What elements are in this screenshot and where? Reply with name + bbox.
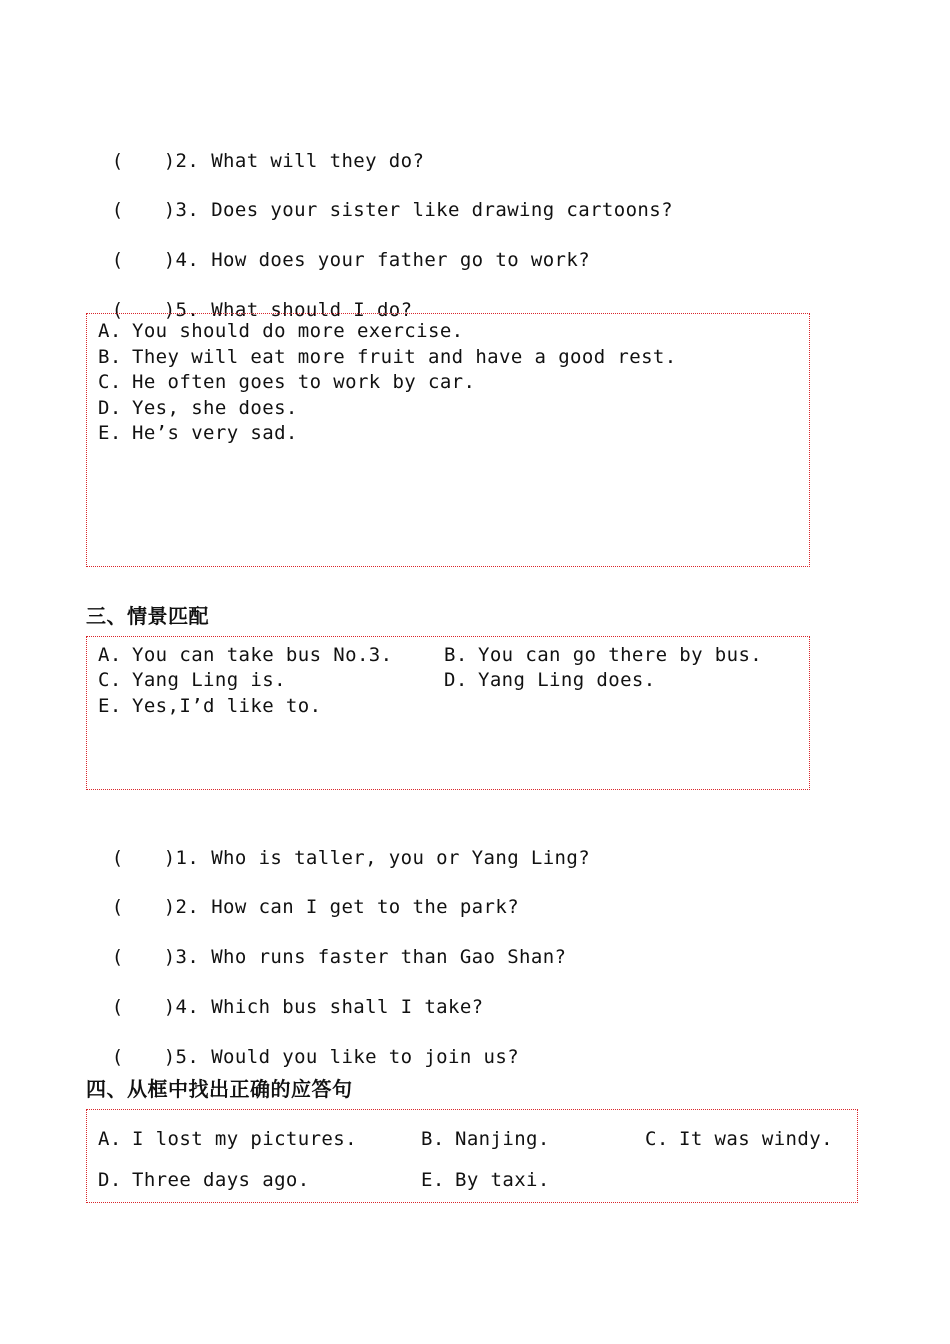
question-row [88,924,566,968]
question-row [88,227,590,271]
question-text: What will they do? [211,150,425,172]
option-item: E. Yes,I’d like to. [98,695,322,717]
option-item: B. You can go there by bus. [444,644,763,666]
question-number: )2. [163,150,200,172]
answer-blank[interactable]: ( [111,847,124,869]
answer-blank[interactable]: ( [111,996,124,1018]
question-text: How can I get to the park? [211,896,520,918]
question-number: )1. [163,847,200,869]
option-item: A. I lost my pictures. [98,1128,357,1150]
question-text: What should I do? [211,299,413,321]
answer-blank[interactable]: ( [111,946,124,968]
question-text: Does your sister like drawing cartoons? [211,199,673,221]
answer-blank[interactable]: ( [111,896,124,918]
question-number: )2. [163,896,200,918]
question-row [88,974,484,1018]
option-item: E. He’s very sad. [98,422,298,444]
option-item: A. You can take bus No.3. [98,644,393,666]
answer-blank[interactable]: ( [111,249,124,271]
option-item: B. Nanjing. [421,1128,550,1150]
option-item: C. Yang Ling is. [98,669,286,691]
question-row [88,1024,519,1068]
question-number: )4. [163,249,200,271]
option-item: B. They will eat more fruit and have a good rest. [98,346,677,368]
option-item: E. By taxi. [421,1169,550,1191]
question-number: )4. [163,996,200,1018]
answer-blank[interactable]: ( [111,299,124,321]
question-number: )3. [163,199,200,221]
option-item: D. Yes, she does. [98,397,298,419]
question-number: )5. [163,1046,200,1068]
question-text: Who is taller, you or Yang Ling? [211,847,591,869]
question-row [88,177,673,221]
section-heading: 四、从框中找出正确的应答句 [86,1077,353,1101]
answer-blank[interactable]: ( [111,150,124,172]
section-heading: 三、情景匹配 [86,604,209,628]
option-item: C. It was windy. [645,1128,833,1150]
question-row [88,128,424,172]
question-text: Who runs faster than Gao Shan? [211,946,567,968]
option-item: C. He often goes to work by car. [98,371,476,393]
answer-blank[interactable]: ( [111,1046,124,1068]
option-item: D. Yang Ling does. [444,669,656,691]
question-number: )5. [163,299,200,321]
question-row [88,874,519,918]
question-row [88,825,590,869]
question-text: Which bus shall I take? [211,996,484,1018]
question-text: Would you like to join us? [211,1046,520,1068]
question-number: )3. [163,946,200,968]
option-item: A. You should do more exercise. [98,320,464,342]
option-item: D. Three days ago. [98,1169,310,1191]
answer-blank[interactable]: ( [111,199,124,221]
question-text: How does your father go to work? [211,249,591,271]
